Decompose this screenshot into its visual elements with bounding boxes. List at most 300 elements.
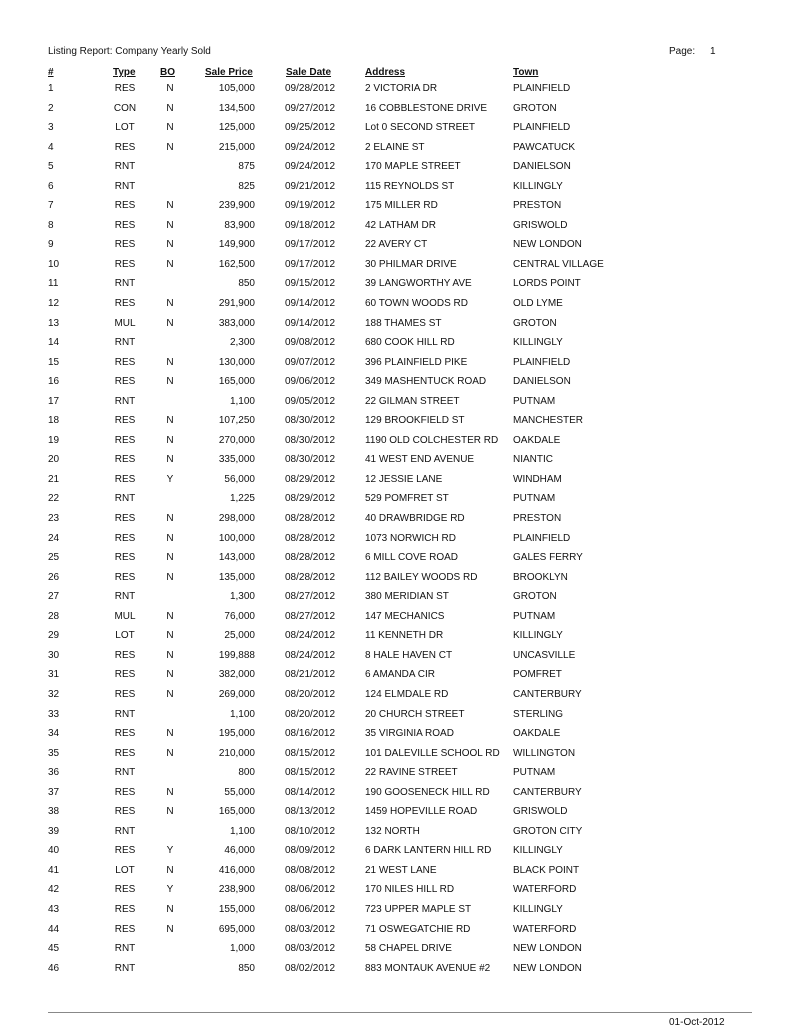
row-address: 1073 NORWICH RD [365, 532, 456, 544]
row-town: NEW LONDON [513, 962, 582, 974]
row-address: 42 LATHAM DR [365, 219, 436, 231]
row-bo: N [166, 610, 174, 622]
row-town: STERLING [513, 708, 564, 720]
table-row [0, 277, 800, 297]
row-bo: N [166, 434, 174, 446]
row-town: NIANTIC [513, 454, 553, 466]
row-sale-price: 850 [238, 278, 255, 290]
page-label: Page: [669, 46, 696, 57]
row-bo: N [166, 258, 174, 270]
row-number: 24 [48, 532, 60, 544]
row-town: WATERFORD [513, 923, 577, 935]
row-sale-date: 08/03/2012 [285, 923, 336, 935]
row-town: PAWCATUCK [513, 141, 576, 153]
table-row [0, 668, 800, 688]
row-town: PLAINFIELD [513, 83, 571, 94]
row-sale-price: 199,888 [218, 649, 255, 661]
row-number: 31 [48, 669, 60, 681]
row-sale-price: 2,300 [229, 337, 255, 349]
row-sale-price: 1,100 [229, 825, 255, 837]
row-sale-date: 08/02/2012 [285, 962, 336, 974]
table-row [0, 473, 800, 493]
row-bo: N [166, 415, 174, 427]
row-type: RES [114, 415, 136, 427]
row-address: 22 GILMAN STREET [365, 395, 460, 407]
row-type: RNT [114, 962, 136, 974]
row-address: 22 RAVINE STREET [365, 767, 458, 779]
row-type: RNT [114, 161, 136, 173]
row-type: RNT [114, 591, 136, 603]
row-sale-price: 56,000 [224, 473, 255, 485]
table-row [0, 864, 800, 884]
row-sale-price: 1,225 [229, 493, 255, 505]
row-type: RES [114, 532, 136, 544]
row-sale-date: 08/20/2012 [285, 708, 336, 720]
row-address: 41 WEST END AVENUE [365, 454, 475, 466]
row-town: CENTRAL VILLAGE [513, 258, 604, 270]
row-number: 41 [48, 864, 60, 876]
table-row [0, 317, 800, 337]
row-type: RES [114, 200, 136, 212]
row-address: 1190 OLD COLCHESTER RD [365, 434, 499, 446]
table-row [0, 610, 800, 630]
row-sale-price: 149,900 [218, 239, 255, 251]
row-sale-date: 09/05/2012 [285, 395, 336, 407]
row-town: PRESTON [513, 513, 562, 525]
row-type: RNT [114, 180, 136, 192]
row-sale-date: 08/06/2012 [285, 903, 336, 915]
row-type: RNT [114, 493, 136, 505]
row-sale-date: 09/14/2012 [285, 298, 336, 310]
row-bo: N [166, 669, 174, 681]
row-type: RES [114, 649, 136, 661]
row-address: 6 DARK LANTERN HILL RD [365, 845, 492, 857]
row-sale-date: 09/14/2012 [285, 317, 336, 329]
row-number: 30 [48, 649, 60, 661]
row-sale-price: 1,000 [229, 943, 255, 955]
row-type: RES [114, 83, 136, 94]
row-type: RES [114, 571, 136, 583]
row-town: PUTNAM [513, 610, 556, 622]
row-bo: N [166, 747, 174, 759]
row-town: KILLINGLY [513, 630, 563, 642]
row-sale-price: 134,500 [218, 102, 255, 114]
row-town: UNCASVILLE [513, 649, 576, 661]
table-row [0, 414, 800, 434]
row-bo: N [166, 552, 174, 564]
row-sale-price: 270,000 [218, 434, 255, 446]
table-row [0, 102, 800, 122]
row-sale-date: 09/06/2012 [285, 376, 336, 388]
row-type: LOT [115, 864, 135, 876]
row-town: DANIELSON [513, 376, 571, 388]
row-address: 30 PHILMAR DRIVE [365, 258, 457, 270]
row-sale-price: 105,000 [218, 83, 255, 94]
row-bo: N [166, 923, 174, 935]
row-sale-date: 09/17/2012 [285, 239, 336, 251]
row-sale-price: 76,000 [224, 610, 255, 622]
row-sale-date: 08/27/2012 [285, 610, 336, 622]
row-bo: N [166, 630, 174, 642]
row-town: PUTNAM [513, 395, 556, 407]
row-type: CON [113, 102, 137, 114]
row-address: 349 MASHENTUCK ROAD [365, 376, 487, 388]
row-sale-price: 155,000 [218, 903, 255, 915]
row-type: RES [114, 473, 136, 485]
row-sale-price: 162,500 [218, 258, 255, 270]
row-address: 16 COBBLESTONE DRIVE [365, 102, 488, 114]
row-number: 34 [48, 728, 60, 740]
table-row [0, 199, 800, 219]
row-sale-price: 238,900 [218, 884, 255, 896]
row-number: 11 [48, 278, 59, 290]
row-sale-date: 08/29/2012 [285, 473, 336, 485]
table-row [0, 629, 800, 649]
row-sale-date: 08/10/2012 [285, 825, 336, 837]
row-type: RES [114, 376, 136, 388]
row-number: 29 [48, 630, 60, 642]
row-town: LORDS POINT [513, 278, 581, 290]
table-row [0, 708, 800, 728]
row-address: 40 DRAWBRIDGE RD [365, 513, 465, 525]
table-row [0, 141, 800, 161]
row-sale-date: 08/16/2012 [285, 728, 336, 740]
row-town: PUTNAM [513, 493, 556, 505]
row-type: RES [114, 513, 136, 525]
row-type: MUL [114, 317, 136, 329]
row-type: RNT [114, 943, 136, 955]
table-row [0, 649, 800, 669]
row-sale-date: 09/25/2012 [285, 122, 336, 134]
row-town: NEW LONDON [513, 239, 582, 251]
row-town: CANTERBURY [513, 688, 582, 700]
row-address: 132 NORTH [365, 825, 420, 837]
row-town: KILLINGLY [513, 337, 563, 349]
row-sale-price: 416,000 [218, 864, 255, 876]
row-sale-date: 08/08/2012 [285, 864, 336, 876]
row-sale-price: 1,100 [229, 708, 255, 720]
row-sale-price: 195,000 [218, 728, 255, 740]
row-sale-date: 08/09/2012 [285, 845, 336, 857]
row-address: 20 CHURCH STREET [365, 708, 465, 720]
column-header-town: Town [513, 67, 539, 78]
row-sale-date: 08/30/2012 [285, 434, 336, 446]
table-row [0, 121, 800, 141]
row-type: RES [114, 434, 136, 446]
row-bo: N [166, 102, 174, 114]
row-address: 8 HALE HAVEN CT [365, 649, 453, 661]
row-town: OAKDALE [513, 728, 561, 740]
row-sale-price: 46,000 [224, 845, 255, 857]
row-sale-date: 08/30/2012 [285, 415, 336, 427]
row-address: 529 POMFRET ST [365, 493, 449, 505]
row-sale-date: 08/28/2012 [285, 552, 336, 564]
row-sale-date: 09/24/2012 [285, 141, 336, 153]
footer-date: 01-Oct-2012 [669, 1017, 725, 1028]
row-bo: N [166, 141, 174, 153]
row-number: 18 [48, 415, 60, 427]
row-town: WILLINGTON [513, 747, 576, 759]
row-sale-price: 1,100 [229, 395, 255, 407]
row-number: 39 [48, 825, 60, 837]
row-address: 190 GOOSENECK HILL RD [365, 786, 490, 798]
row-sale-price: 107,250 [218, 415, 255, 427]
row-type: RNT [114, 337, 136, 349]
row-sale-date: 09/21/2012 [285, 180, 336, 192]
row-number: 14 [48, 337, 60, 349]
row-bo: N [166, 376, 174, 388]
row-number: 19 [48, 434, 60, 446]
row-address: 723 UPPER MAPLE ST [365, 903, 472, 915]
row-type: LOT [115, 122, 135, 134]
table-row [0, 844, 800, 864]
row-bo: N [166, 356, 174, 368]
row-type: RES [114, 903, 136, 915]
row-bo: N [166, 83, 174, 94]
table-row [0, 942, 800, 962]
row-sale-price: 165,000 [218, 806, 255, 818]
row-town: PUTNAM [513, 767, 556, 779]
row-address: 71 OSWEGATCHIE RD [365, 923, 471, 935]
table-row [0, 786, 800, 806]
row-address: 35 VIRGINIA ROAD [365, 728, 454, 740]
row-bo: N [166, 200, 174, 212]
row-sale-date: 09/24/2012 [285, 161, 336, 173]
row-address: 188 THAMES ST [365, 317, 442, 329]
row-address: 380 MERIDIAN ST [365, 591, 449, 603]
row-town: CANTERBURY [513, 786, 582, 798]
row-sale-date: 08/28/2012 [285, 532, 336, 544]
report-title: Listing Report: Company Yearly Sold [48, 46, 211, 57]
row-sale-date: 08/28/2012 [285, 513, 336, 525]
row-type: RES [114, 552, 136, 564]
table-row [0, 688, 800, 708]
row-type: RNT [114, 767, 136, 779]
row-type: RNT [114, 278, 136, 290]
footer-divider [48, 1012, 752, 1013]
row-bo: N [166, 786, 174, 798]
table-row [0, 883, 800, 903]
row-sale-price: 269,000 [218, 688, 255, 700]
table-row [0, 219, 800, 239]
row-type: RES [114, 298, 136, 310]
row-sale-date: 09/07/2012 [285, 356, 336, 368]
row-type: RES [114, 239, 136, 251]
table-row [0, 336, 800, 356]
row-type: RES [114, 669, 136, 681]
row-sale-price: 130,000 [218, 356, 255, 368]
row-type: RES [114, 747, 136, 759]
row-sale-date: 08/14/2012 [285, 786, 336, 798]
row-sale-date: 08/06/2012 [285, 884, 336, 896]
row-address: 170 MAPLE STREET [365, 161, 461, 173]
row-address: 883 MONTAUK AVENUE #2 [365, 962, 491, 974]
row-number: 5 [48, 161, 54, 173]
row-number: 13 [48, 317, 60, 329]
row-sale-price: 239,900 [218, 200, 255, 212]
row-sale-price: 825 [238, 180, 255, 192]
row-type: LOT [115, 630, 135, 642]
row-sale-date: 08/03/2012 [285, 943, 336, 955]
row-bo: Y [166, 884, 174, 896]
row-number: 42 [48, 884, 60, 896]
table-row [0, 434, 800, 454]
table-row [0, 590, 800, 610]
row-sale-price: 165,000 [218, 376, 255, 388]
row-sale-date: 09/15/2012 [285, 278, 336, 290]
row-address: 115 REYNOLDS ST [365, 180, 455, 192]
table-row [0, 356, 800, 376]
row-number: 33 [48, 708, 60, 720]
table-row [0, 453, 800, 473]
row-number: 17 [48, 395, 60, 407]
row-address: 170 NILES HILL RD [365, 884, 455, 896]
row-sale-date: 09/19/2012 [285, 200, 336, 212]
row-address: 58 CHAPEL DRIVE [365, 943, 452, 955]
row-sale-date: 08/15/2012 [285, 767, 336, 779]
row-sale-date: 08/13/2012 [285, 806, 336, 818]
row-number: 44 [48, 923, 60, 935]
row-sale-price: 135,000 [218, 571, 255, 583]
row-address: 396 PLAINFIELD PIKE [365, 356, 468, 368]
table-row [0, 551, 800, 571]
row-sale-price: 55,000 [224, 786, 255, 798]
row-type: RES [114, 923, 136, 935]
row-bo: N [166, 239, 174, 251]
report-table [0, 66, 800, 981]
row-address: 21 WEST LANE [365, 864, 437, 876]
row-type: RNT [114, 708, 136, 720]
table-row [0, 395, 800, 415]
row-bo: N [166, 571, 174, 583]
row-bo: N [166, 532, 174, 544]
row-bo: N [166, 649, 174, 661]
row-sale-date: 09/28/2012 [285, 83, 336, 94]
row-bo: N [166, 122, 174, 134]
row-number: 6 [48, 180, 54, 192]
row-number: 22 [48, 493, 60, 505]
table-row [0, 903, 800, 923]
row-type: RES [114, 219, 136, 231]
table-row [0, 82, 800, 102]
column-header-sale-price: Sale Price [205, 67, 253, 78]
table-row [0, 532, 800, 552]
row-number: 40 [48, 845, 60, 857]
row-sale-date: 08/15/2012 [285, 747, 336, 759]
row-town: PLAINFIELD [513, 122, 571, 134]
row-sale-date: 08/24/2012 [285, 649, 336, 661]
row-sale-price: 695,000 [218, 923, 255, 935]
table-row [0, 747, 800, 767]
row-sale-date: 08/24/2012 [285, 630, 336, 642]
row-sale-price: 215,000 [218, 141, 255, 153]
row-type: RES [114, 806, 136, 818]
column-header-type: Type [113, 67, 136, 78]
row-sale-price: 100,000 [218, 532, 255, 544]
table-row [0, 160, 800, 180]
row-bo: Y [166, 473, 174, 485]
row-town: KILLINGLY [513, 180, 563, 192]
row-number: 45 [48, 943, 60, 955]
row-type: RES [114, 884, 136, 896]
row-town: GALES FERRY [513, 552, 583, 564]
row-town: BLACK POINT [513, 864, 580, 876]
row-address: 39 LANGWORTHY AVE [365, 278, 472, 290]
row-number: 20 [48, 454, 60, 466]
row-number: 7 [48, 200, 54, 212]
row-number: 26 [48, 571, 60, 583]
row-sale-price: 335,000 [218, 454, 255, 466]
row-sale-price: 143,000 [218, 552, 255, 564]
row-number: 1 [48, 83, 54, 94]
row-town: GROTON [513, 102, 557, 114]
row-type: RES [114, 454, 136, 466]
row-town: WINDHAM [513, 473, 562, 485]
row-sale-date: 09/17/2012 [285, 258, 336, 270]
table-row [0, 512, 800, 532]
table-row [0, 727, 800, 747]
table-row [0, 180, 800, 200]
row-number: 37 [48, 786, 60, 798]
row-number: 43 [48, 903, 60, 915]
row-address: 124 ELMDALE RD [365, 688, 449, 700]
row-number: 16 [48, 376, 60, 388]
row-bo: N [166, 513, 174, 525]
row-type: RES [114, 258, 136, 270]
row-town: PLAINFIELD [513, 356, 571, 368]
row-town: POMFRET [513, 669, 562, 681]
row-bo: N [166, 728, 174, 740]
row-number: 9 [48, 239, 54, 251]
row-address: 2 ELAINE ST [365, 141, 425, 153]
table-row [0, 805, 800, 825]
row-address: 6 AMANDA CIR [365, 669, 436, 681]
row-bo: N [166, 864, 174, 876]
row-number: 27 [48, 591, 60, 603]
table-row [0, 825, 800, 845]
row-bo: N [166, 903, 174, 915]
row-number: 10 [48, 258, 60, 270]
row-town: GRISWOLD [513, 219, 568, 231]
row-sale-price: 800 [238, 767, 255, 779]
table-row [0, 923, 800, 943]
row-town: PLAINFIELD [513, 532, 571, 544]
row-number: 32 [48, 688, 60, 700]
row-sale-date: 08/30/2012 [285, 454, 336, 466]
row-address: 6 MILL COVE ROAD [365, 552, 458, 564]
row-town: NEW LONDON [513, 943, 582, 955]
row-town: GRISWOLD [513, 806, 568, 818]
row-address: 60 TOWN WOODS RD [365, 298, 468, 310]
table-row [0, 297, 800, 317]
row-sale-date: 08/20/2012 [285, 688, 336, 700]
row-town: DANIELSON [513, 161, 571, 173]
row-sale-price: 125,000 [218, 122, 255, 134]
row-sale-date: 09/27/2012 [285, 102, 336, 114]
row-town: KILLINGLY [513, 903, 563, 915]
row-address: 1459 HOPEVILLE ROAD [365, 806, 478, 818]
row-number: 25 [48, 552, 60, 564]
row-address: 129 BROOKFIELD ST [365, 415, 465, 427]
row-address: 147 MECHANICS [365, 610, 445, 622]
table-row [0, 962, 800, 982]
row-sale-price: 210,000 [218, 747, 255, 759]
row-town: BROOKLYN [513, 571, 568, 583]
row-number: 12 [48, 298, 60, 310]
row-address: 11 KENNETH DR [365, 630, 444, 642]
row-address: 22 AVERY CT [365, 239, 428, 251]
row-type: RNT [114, 395, 136, 407]
